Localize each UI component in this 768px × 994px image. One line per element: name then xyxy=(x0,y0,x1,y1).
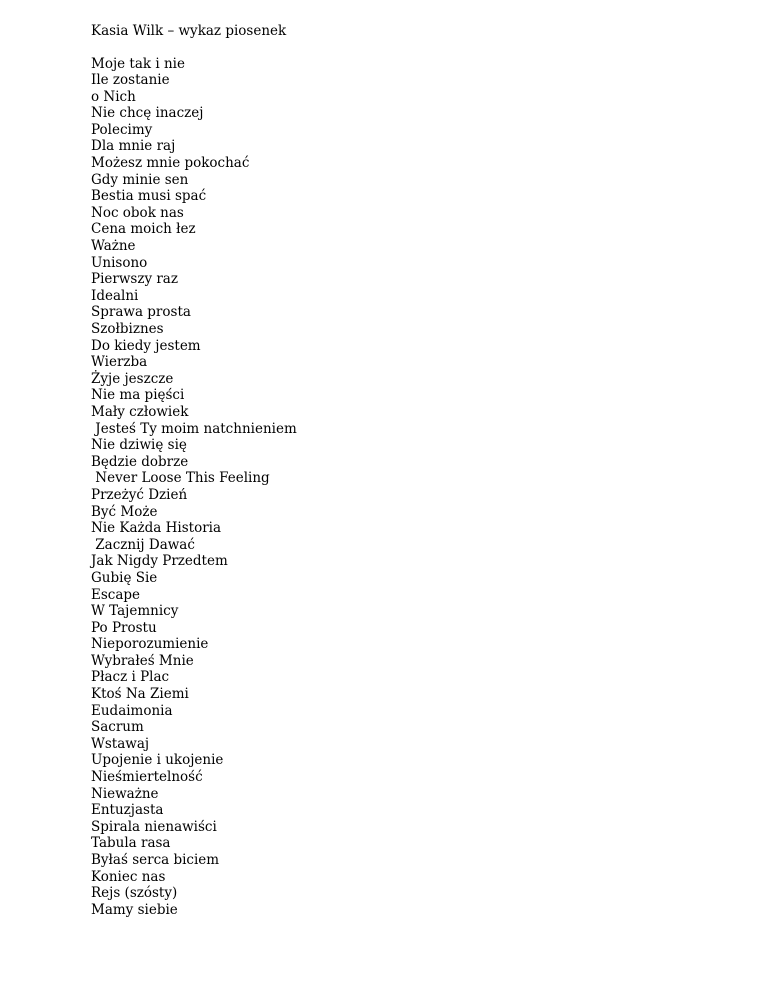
song-item: Być Może xyxy=(91,503,158,520)
song-item: Ważne xyxy=(91,238,136,255)
song-item: Tabula rasa xyxy=(91,835,171,852)
song-item: Wstawaj xyxy=(91,735,150,752)
song-item: Eudaimonia xyxy=(91,702,173,719)
song-item: W Tajemnicy xyxy=(91,603,179,620)
song-item: Po Prostu xyxy=(91,619,157,636)
song-item: Bestia musi spać xyxy=(91,188,207,205)
song-item: Nie ma pięści xyxy=(91,387,185,404)
song-item: Polecimy xyxy=(91,121,153,138)
song-item: Jak Nigdy Przedtem xyxy=(91,553,228,570)
song-item: o Nich xyxy=(91,88,136,105)
song-item: Rejs (szósty) xyxy=(91,885,178,902)
song-item: Będzie dobrze xyxy=(91,453,189,470)
song-item: Upojenie i ukojenie xyxy=(91,752,224,769)
song-item: Nie dziwię się xyxy=(91,437,187,454)
song-item: Mamy siebie xyxy=(91,901,178,918)
song-item: Szołbiznes xyxy=(91,321,164,337)
song-item: Wybrałeś Mnie xyxy=(91,652,194,669)
song-item: Nie Każda Historia xyxy=(91,520,222,537)
song-item: Nie chcę inaczej xyxy=(91,105,204,122)
song-item: Nieśmiertelność xyxy=(91,769,203,786)
document-title: Kasia Wilk – wykaz piosenek xyxy=(91,23,287,39)
song-item: Gubię Sie xyxy=(91,569,158,586)
song-item: Płacz i Plac xyxy=(91,669,170,686)
song-item: Pierwszy raz xyxy=(91,271,178,288)
song-item: Sprawa prosta xyxy=(91,304,191,321)
song-list xyxy=(91,56,731,919)
song-item: Idealni xyxy=(91,287,139,304)
song-item: Dla mnie raj xyxy=(91,138,176,155)
song-item: Jesteś Ty moim natchnieniem xyxy=(91,420,297,437)
song-item: Możesz mnie pokochać xyxy=(91,155,250,172)
song-item: Ile zostanie xyxy=(91,72,170,89)
song-item: Wierzba xyxy=(91,354,148,371)
song-item: Sacrum xyxy=(91,719,144,736)
song-item: Spirala nienawiści xyxy=(91,818,217,835)
song-item: Ktoś Na Ziemi xyxy=(91,686,189,703)
song-item: Gdy minie sen xyxy=(91,171,189,188)
song-item: Nieporozumienie xyxy=(91,636,209,653)
song-item: Nieważne xyxy=(91,785,159,802)
song-item: Zacznij Dawać xyxy=(91,536,195,553)
song-item: Cena moich łez xyxy=(91,221,196,238)
song-item: Koniec nas xyxy=(91,868,166,885)
document-page xyxy=(91,22,731,918)
song-item: Do kiedy jestem xyxy=(91,337,201,354)
song-item: Żyje jeszcze xyxy=(91,370,174,387)
song-item: Byłaś serca biciem xyxy=(91,852,220,868)
song-item: Mały człowiek xyxy=(91,403,189,420)
song-item: Noc obok nas xyxy=(91,204,184,221)
song-item: Unisono xyxy=(91,254,148,271)
song-item: Never Loose This Feeling xyxy=(91,470,270,487)
song-item: Przeżyć Dzień xyxy=(91,486,188,503)
song-item: Entuzjasta xyxy=(91,802,164,819)
song-item: Moje tak i nie xyxy=(91,55,185,72)
song-item: Escape xyxy=(91,586,141,603)
